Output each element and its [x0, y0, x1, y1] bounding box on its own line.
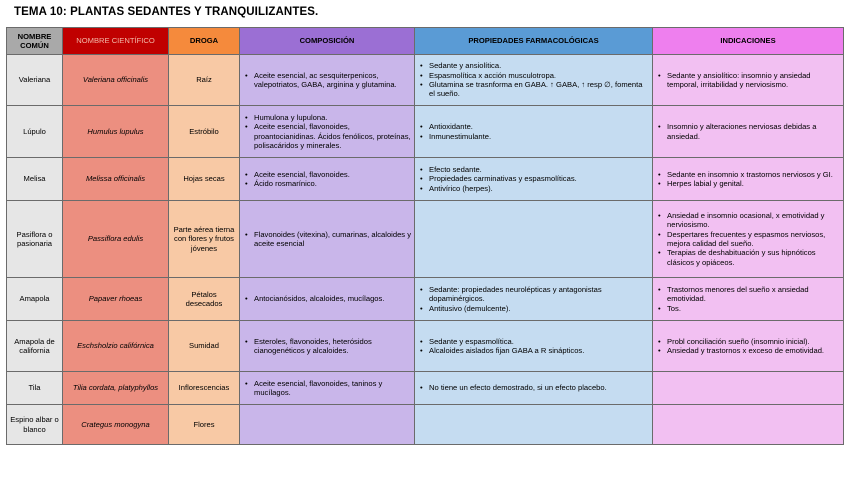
- table-row: [7, 321, 844, 372]
- indicaciones-cell: [653, 321, 844, 372]
- header-row: [7, 28, 844, 55]
- droga-cell: Hojas secas: [169, 158, 240, 201]
- list-item: • Aceite esencial, flavonoides, taninos y mucílagos.: [254, 379, 411, 398]
- list-item: • Aceite esencial, ac sesquiterpenicos, valepotriatos, GABA, arginina y glutamina.: [254, 71, 411, 90]
- list-item: • Antivírico (herpes).: [429, 184, 649, 193]
- table-row: [7, 278, 844, 321]
- list-item: • Glutamina se trasnforma en GABA. ↑ GABA, ↑ resp ∅, fomenta el sueño.: [429, 80, 649, 99]
- nombre-comun-cell: Tila: [7, 372, 63, 405]
- composicion-cell: [240, 372, 415, 405]
- indicaciones-cell: [653, 405, 844, 445]
- list-item: • Sedante en insomnio x trastornos nerviosos y GI.: [667, 170, 840, 179]
- nombre-cientifico-cell: Tilia cordata, platyphyllos: [63, 372, 169, 405]
- table-row: [7, 405, 844, 445]
- nombre-cientifico-cell: Crategus monogyna: [63, 405, 169, 445]
- nombre-cientifico-cell: Humulus lupulus: [63, 106, 169, 158]
- plants-table: [6, 27, 844, 445]
- propiedades-cell: [415, 321, 653, 372]
- list-item: • Inmunestimulante.: [429, 132, 649, 141]
- header-composicion: COMPOSICIÓN: [240, 28, 415, 55]
- list-item: • Tos.: [667, 304, 840, 313]
- droga-cell: Parte aérea tierna con flores y frutos jóvenes: [169, 201, 240, 278]
- indicaciones-cell: [653, 372, 844, 405]
- list-item: • Esteroles, flavonoides, heterósidos cianogenéticos y alcaloides.: [254, 337, 411, 356]
- list-item: • Espasmolítica x acción musculotropa.: [429, 71, 649, 80]
- list-item: • Ácido rosmarínico.: [254, 179, 411, 188]
- header-droga: DROGA: [169, 28, 240, 55]
- composicion-cell: [240, 55, 415, 106]
- propiedades-cell: [415, 106, 653, 158]
- composicion-cell: [240, 321, 415, 372]
- list-item: • Alcaloides aislados fijan GABA a R sinápticos.: [429, 346, 649, 355]
- propiedades-cell: [415, 158, 653, 201]
- droga-cell: Estróbilo: [169, 106, 240, 158]
- composicion-cell: [240, 405, 415, 445]
- table-row: [7, 201, 844, 278]
- header-nombre-cientifico: NOMBRE CIENTÍFICO: [63, 28, 169, 55]
- list-item: • Propiedades carminativas y espasmolíticas.: [429, 174, 649, 183]
- list-item: • No tiene un efecto demostrado, si un efecto placebo.: [429, 383, 649, 392]
- list-item: • Sedante y espasmolítica.: [429, 337, 649, 346]
- list-item: • Aceite esencial, flavonoides.: [254, 170, 411, 179]
- nombre-comun-cell: Valeriana: [7, 55, 63, 106]
- page-title: TEMA 10: PLANTAS SEDANTES Y TRANQUILIZANTES.: [14, 6, 319, 18]
- list-item: • Aceite esencial, flavonoides, proantocianidinas. Ácidos fenólicos, proteínas, polisacáridos y minerales.: [254, 122, 411, 150]
- droga-cell: Flores: [169, 405, 240, 445]
- propiedades-cell: [415, 405, 653, 445]
- droga-cell: Sumidad: [169, 321, 240, 372]
- list-item: • Sedante: propiedades neurolépticas y antagonistas dopaminérgicos.: [429, 285, 649, 304]
- list-item: • Herpes labial y genital.: [667, 179, 840, 188]
- header-indicaciones: INDICACIONES: [653, 28, 844, 55]
- list-item: • Terapias de deshabituación y sus hipnóticos clásicos y opiáceos.: [667, 248, 840, 267]
- list-item: • Sedante y ansiolítica.: [429, 61, 649, 70]
- propiedades-cell: [415, 55, 653, 106]
- table-body: [7, 55, 844, 445]
- indicaciones-cell: [653, 201, 844, 278]
- list-item: • Probl conciliación sueño (insomnio inicial).: [667, 337, 840, 346]
- indicaciones-cell: [653, 278, 844, 321]
- list-item: • Ansiedad e insomnio ocasional, x emotividad y nerviosismo.: [667, 211, 840, 230]
- list-item: • Efecto sedante.: [429, 165, 649, 174]
- droga-cell: Inflorescencias: [169, 372, 240, 405]
- droga-cell: Pétalos desecados: [169, 278, 240, 321]
- composicion-cell: [240, 278, 415, 321]
- composicion-cell: [240, 106, 415, 158]
- list-item: • Antitusivo (demulcente).: [429, 304, 649, 313]
- list-item: • Sedante y ansiolítico: insomnio y ansiedad temporal, irritabilidad y nerviosismo.: [667, 71, 840, 90]
- indicaciones-cell: [653, 55, 844, 106]
- table-row: [7, 106, 844, 158]
- nombre-comun-cell: Espino albar o blanco: [7, 405, 63, 445]
- propiedades-cell: [415, 278, 653, 321]
- nombre-comun-cell: Lúpulo: [7, 106, 63, 158]
- list-item: • Despertares frecuentes y espasmos nerviosos, mejora calidad del sueño.: [667, 230, 840, 249]
- table-row: [7, 55, 844, 106]
- nombre-comun-cell: Amapola: [7, 278, 63, 321]
- header-propiedades: PROPIEDADES FARMACOLÓGICAS: [415, 28, 653, 55]
- list-item: • Trastornos menores del sueño x ansiedad emotividad.: [667, 285, 840, 304]
- nombre-cientifico-cell: Valeriana officinalis: [63, 55, 169, 106]
- nombre-comun-cell: Pasiflora o pasionaria: [7, 201, 63, 278]
- indicaciones-cell: [653, 106, 844, 158]
- droga-cell: Raíz: [169, 55, 240, 106]
- table-row: [7, 158, 844, 201]
- propiedades-cell: [415, 201, 653, 278]
- list-item: • Humulona y lupulona.: [254, 113, 411, 122]
- nombre-comun-cell: Amapola de california: [7, 321, 63, 372]
- indicaciones-cell: [653, 158, 844, 201]
- header-nombre-comun: NOMBRE COMÚN: [7, 28, 63, 55]
- list-item: • Flavonoides (vitexina), cumarinas, alcaloides y aceite esencial: [254, 230, 411, 249]
- propiedades-cell: [415, 372, 653, 405]
- list-item: • Ansiedad y trastornos x exceso de emotividad.: [667, 346, 840, 355]
- list-item: • Insomnio y alteraciones nerviosas debidas a ansiedad.: [667, 122, 840, 141]
- nombre-comun-cell: Melisa: [7, 158, 63, 201]
- list-item: • Antioxidante.: [429, 122, 649, 131]
- table-row: [7, 372, 844, 405]
- list-item: • Antocianósidos, alcaloides, mucílagos.: [254, 294, 411, 303]
- nombre-cientifico-cell: Melissa officinalis: [63, 158, 169, 201]
- nombre-cientifico-cell: Papaver rhoeas: [63, 278, 169, 321]
- composicion-cell: [240, 158, 415, 201]
- composicion-cell: [240, 201, 415, 278]
- nombre-cientifico-cell: Passiflora edulis: [63, 201, 169, 278]
- nombre-cientifico-cell: Eschsholzio califórnica: [63, 321, 169, 372]
